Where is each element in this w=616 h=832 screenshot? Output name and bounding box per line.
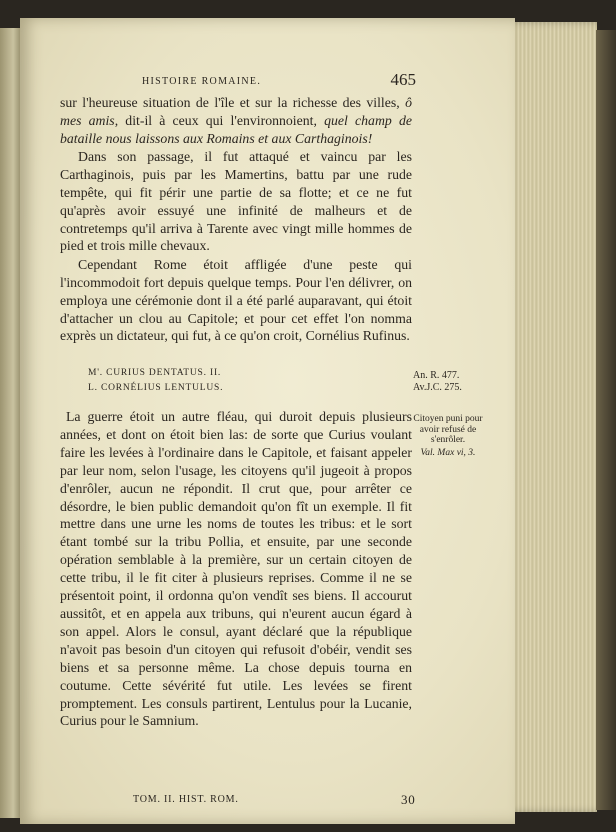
consul-2: L. CORNÉLIUS LENTULUS.	[88, 383, 224, 393]
p1-text-b: ô mes amis	[60, 95, 412, 128]
p1-text-c: , dit-il à ceux qui l'environnoient,	[114, 112, 325, 128]
side-reference: Val. Max vi, 3.	[420, 447, 476, 458]
running-head-title: HISTOIRE ROMAINE.	[142, 76, 262, 87]
paragraph-4: La guerre étoit un autre fléau, qui duroit depuis plusieurs années, et dont on étoit bien las: de sorte que Curius voulant faire les levées à l'ordinaire dans le Capitole, et faisant appeler par leur nom, selon l'usage, les citoyens qu'il jugeoit à propos d'enrôler, aucun ne répondit. Il crut que, pour arrêter ce désordre, le bien public demandoit qu'on fît un exemple. Il fit mettre dans une urne les noms de toutes les tribus: et le sort étant tombé sur la tribu Pollia, et ensuite, par une seconde opération semblable à la première, sur un certain citoyen de cette tribu, il le fit citer à plusieurs reprises. Comme il ne se présentoit point, il ordonna qu'on vendît ses biens. Il accourut aussitôt, et en appela aux tribuns, qui n'eurent aucun égard à son appel. Alors le consul, ayant déclaré que la république n'avoit pas besoin d'un citoyen qui refusoit d'obéir, vendit ses biens et sa personne même. La chose depuis tourna en coutume. Cette sévérité fut utile. Les levées se firent promptement. Les consuls partirent, Lentulus pour la Lucanie, Curius pour le Samnium.	[60, 409, 412, 729]
paragraph-3: Cependant Rome étoit affligée d'une peste qui l'incommodoit fort depuis quelque temps. Pour l'en délivrer, on employa une cérémonie dont il a été parlé auparavant, qui étoit d'attacher un clou au Capitole; et pour cet effet l'on nomma exprès un dictateur, qui fut, à ce qu'on croit, Cornélius Rufinus.	[60, 257, 412, 344]
paragraph-1	[60, 94, 412, 147]
previous-page-edge	[0, 28, 22, 818]
year-rome: An. R. 477.	[413, 370, 460, 381]
footer-volume: TOM. II. HIST. ROM.	[133, 794, 239, 805]
year-christ: Av.J.C. 275.	[413, 382, 462, 393]
p1-text-a: sur l'heureuse situation de l'île et sur la richesse des villes,	[60, 95, 406, 110]
body-text-upper	[60, 94, 412, 345]
body-text-lower	[60, 408, 412, 730]
page-edges	[505, 22, 597, 812]
side-note: Citoyen puni pour avoir refusé de s'enrôler.	[413, 414, 483, 445]
consul-1: M'. CURIUS DENTATUS. II.	[88, 368, 222, 378]
margin-notes	[413, 370, 483, 458]
signature-mark: 30	[401, 792, 416, 807]
book-cover-edge	[596, 30, 616, 810]
page-number: 465	[390, 70, 416, 89]
consuls-heading	[60, 366, 412, 396]
running-head	[60, 70, 416, 90]
p1-text-d: quel champ de bataille nous laissons aux Romains et aux Carthaginois!	[60, 112, 412, 146]
paragraph-2: Dans son passage, il fut attaqué et vaincu par les Carthaginois, puis par les Mamertins, battu par une rude tempête, qui fit périr une partie de sa flotte; et ce ne fut qu'après avoir essuyé une infinité de malheurs et de contretemps qu'il arriva à Tarente avec vingt mille hommes de pied et trois mille chevaux.	[60, 149, 412, 254]
page-footer	[133, 794, 463, 805]
